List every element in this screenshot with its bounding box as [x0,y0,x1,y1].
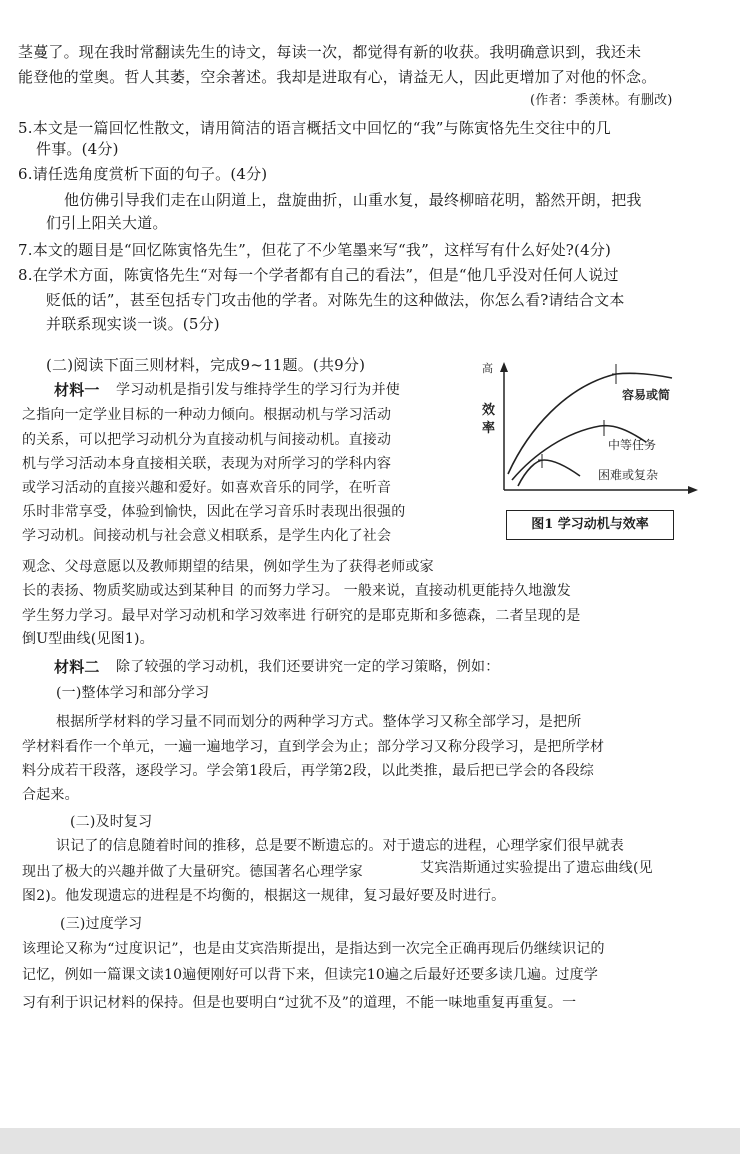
text-line: 艾宾浩斯通过实验提出了遗忘曲线(见 [420,860,653,876]
text-line: 记忆，例如一篇课文读10遍便刚好可以背下来，但读完10遍之后最好还要多读几遍。过度学 [22,967,599,983]
figure-caption: 图1 学习动机与效率 [506,510,674,540]
bottom-bar [0,1128,740,1154]
question-5-cont: 件事。(4分) [36,140,119,158]
curve-label-hard: 困难或复杂 [598,468,659,482]
text-line: 学习动机。间接动机与社会意义相联系，是学生内化了社会 [22,528,392,544]
subheading: (二)及时复习 [70,814,153,830]
material-2-label: 材料二 [54,658,100,676]
question-5: 5.本文是一篇回忆性散文，请用简洁的语言概括文中回忆的“我”与陈寅恪先生交往中的几 [18,119,611,137]
text-line: 倒U型曲线(见图1)。 [22,631,154,647]
section-heading: (二)阅读下面三则材料，完成9~11题。(共9分) [46,356,366,374]
text-line: 学生努力学习。最早对学习动机和学习效率进 行研究的是耶克斯和多德森，二者呈现的是 [22,608,581,624]
text-line: 观念、父母意愿以及教师期望的结果，例如学生为了获得老师或家 [22,559,434,575]
text-line: 的关系，可以把学习动机分为直接动机与间接动机。直接动 [22,432,392,448]
axis-top-label: 高 [482,362,493,375]
text-line: 识记了的信息随着时间的推移，总是要不断遗忘的。对于遗忘的进程，心理学家们很早就表 [56,838,624,854]
text-line: 学材料看作一个单元，一遍一遍地学习，直到学会为止；部分学习又称分段学习，是把所学材 [22,739,605,755]
quoted-sentence-cont: 们引上阳关大道。 [46,214,168,232]
y-axis-label: 效率 [482,403,496,436]
text-line: 图2)。他发现遗忘的进程是不均衡的，根据这一规律，复习最好要及时进行。 [22,888,506,904]
text-line: 机与学习活动本身直接相关联，表现为对所学习的学科内容 [22,456,392,472]
question-8-cont: 贬低的话”，甚至包括专门攻击他的学者。对陈先生的这种做法，你怎么看?请结合文本 [46,291,625,309]
text-line: 能登他的堂奥。哲人其萎，空余著述。我却是进取有心，请益无人，因此更增加了对他的怀念。 [18,68,657,86]
question-6: 6.请任选角度赏析下面的句子。(4分) [18,165,268,183]
subheading: (一)整体学习和部分学习 [56,685,210,701]
text-line: 合起来。 [22,787,79,803]
quoted-sentence: 他仿佛引导我们走在山阴道上，盘旋曲折，山重水复，最终柳暗花明，豁然开朗，把我 [64,191,642,209]
subheading: (三)过度学习 [60,916,143,932]
material-1-label: 材料一 [54,381,100,399]
question-7: 7.本文的题目是“回忆陈寅恪先生”，但花了不少笔墨来写“我”，这样写有什么好处?(4分) [18,241,612,259]
text-line: 现出了极大的兴趣并做了大量研究。德国著名心理学家 [22,864,363,880]
text-line: 茎蔓了。现在我时常翻读先生的诗文，每读一次，都觉得有新的收获。我明确意识到，我还未 [18,43,642,61]
text-line: 料分成若干段落，逐段学习。学会第1段后，再学第2段，以此类推，最后把已学会的各段综 [22,763,595,779]
question-8: 8.在学术方面，陈寅恪先生“对每一个学者都有自己的看法”，但是“他几乎没对任何人说过 [18,266,619,284]
text-line: 长的表扬、物质奖励或达到某种目 的而努力学习。 一般来说，直接动机更能持久地激发 [22,583,571,599]
curve-label-medium: 中等任务 [608,438,657,452]
text-line: 该理论又称为“过度识记”，也是由艾宾浩斯提出，是指达到一次完全正确再现后仍继续识记的 [22,941,605,957]
text-line: 习有利于识记材料的保持。但是也要明白“过犹不及”的道理，不能一味地重复再重复。一 [22,995,577,1011]
text-line: 或学习活动的直接兴趣和爱好。如喜欢音乐的同学，在听音 [22,480,392,496]
text-line: 除了较强的学习动机，我们还要讲究一定的学习策略，例如： [116,659,500,675]
author-note: (作者：季羡林。有删改) [530,93,673,108]
text-line: 学习动机是指引发与维持学生的学习行为并使 [116,382,400,398]
text-line: 乐时非常享受，体验到愉快，因此在学习音乐时表现出很强的 [22,504,406,520]
text-line: 之指向一定学业目标的一种动力倾向。根据动机与学习活动 [22,407,392,423]
figure-motivation-efficiency [476,356,712,546]
text-line: 根据所学材料的学习量不同而划分的两种学习方式。整体学习又称全部学习，是把所 [56,714,582,730]
curve-label-easy: 容易或简 [622,388,671,402]
question-8-cont: 并联系现实谈一谈。(5分) [46,315,220,333]
